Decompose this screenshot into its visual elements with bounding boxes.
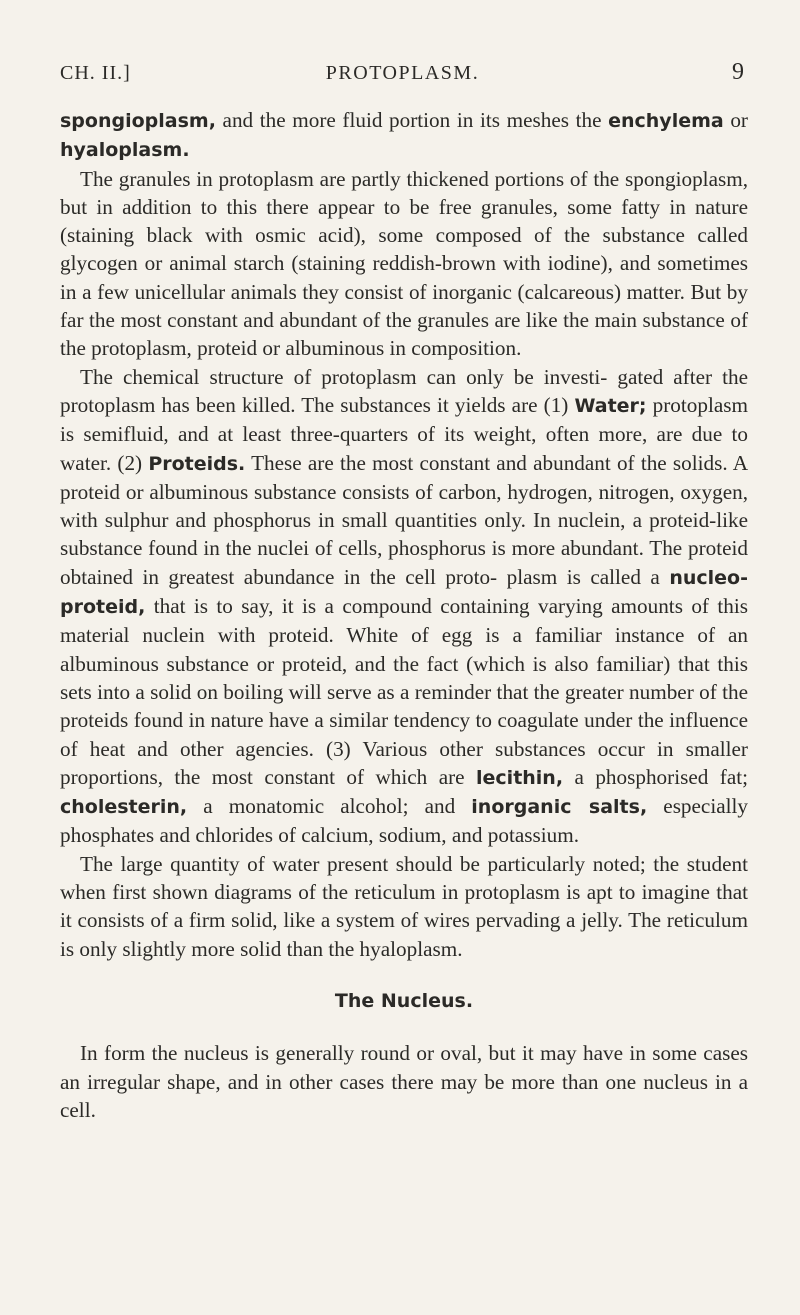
text-span: protoplasm is semifluid, and at least three-quarters of its weight, often more, are due to water. (2): [60, 392, 748, 475]
text-span: especially phosphates and chlorides of calcium, sodium, and potassium.: [60, 794, 748, 848]
text-span: or: [723, 108, 748, 132]
term-enchylema: enchylema: [608, 110, 724, 132]
text-span: and the more fluid portion in its meshes the: [215, 108, 609, 132]
text-span: The chemical structure of protoplasm can only be investi- gated after the protoplasm has been killed. The substances it yields are (1): [60, 364, 748, 417]
paragraph-nucleus-form: [60, 1039, 748, 1124]
term-proteids: Proteids.: [148, 452, 246, 475]
term-hyaloplasm: hyaloplasm.: [60, 139, 190, 162]
text-span: a monatomic alcohol; and: [187, 794, 472, 819]
running-head: [60, 59, 745, 92]
term-water: Water;: [574, 394, 647, 417]
term-nucleo-proteid: nucleo-proteid,: [60, 566, 748, 619]
text-span: In form the nucleus is generally round or oval, but it may have in some cases an irregular shape, and in other cases there may be more than one nucleus in a cell.: [60, 1041, 748, 1122]
body-text: [60, 106, 748, 1124]
page-number: 9: [732, 59, 745, 85]
term-lecithin: lecithin,: [476, 766, 564, 789]
page-title: PROTOPLASM.: [325, 62, 480, 84]
text-span: a phosphorised fat;: [563, 764, 748, 789]
paragraph-chemical-structure: [60, 363, 748, 850]
paragraph-spongioplasm: [60, 106, 748, 165]
section-heading: The Nucleus.: [334, 989, 474, 1012]
term-inorganic-salts: inorganic salts,: [471, 796, 648, 819]
text-span: The large quantity of water present should be particularly noted; the student when first shown diagrams of the reticulum in protoplasm is apt to imagine that it consists of a firm solid, like a system of wires pervading a jelly. The reticulum is only slightly more solid than the hyaloplasm.: [60, 851, 748, 961]
term-cholesterin: cholesterin,: [60, 796, 188, 819]
term-spongioplasm: spongioplasm,: [60, 110, 216, 132]
text-span: that is to say, it is a compound containing varying amounts of this material nuclein with proteid. White of egg is a familiar instance of an albuminous substance or proteid, and the fact (which is also familiar) that this sets into a solid on boiling will serve as a reminder that the greater number of the proteids found in nature have a similar tendency to coagulate under the influence of heat and other agencies. (3) Various other substances occur in smaller proportions, the most constant of which are: [60, 594, 748, 789]
paragraph-granules: [60, 165, 748, 363]
chapter-reference: CH. II.]: [60, 62, 131, 84]
text-span: These are the most constant and abundant of the solids. A proteid or albuminous substance consists of carbon, hydrogen, nitrogen, oxygen, with sulphur and phosphorus in small quantities only. In nuclein, a proteid-like substance found in the nuclei of cells, phosphorus is more abundant. The proteid obtained in greatest abundance in the cell proto- plasm is called a: [60, 450, 749, 589]
paragraph-water-quantity: [60, 850, 748, 963]
text-span: The granules in protoplasm are partly thickened portions of the spongioplasm, but in addition to this there appear to be free granules, some fatty in nature (staining black with osmic acid), some composed of the substance called glycogen or animal starch (staining reddish-brown with iodine), and sometimes in a few unicellular animals they consist of inorganic (calcareous) matter. But by far the most constant and abundant of the granules are like the main substance of the protoplasm, proteid or albuminous in composition.: [60, 166, 748, 361]
